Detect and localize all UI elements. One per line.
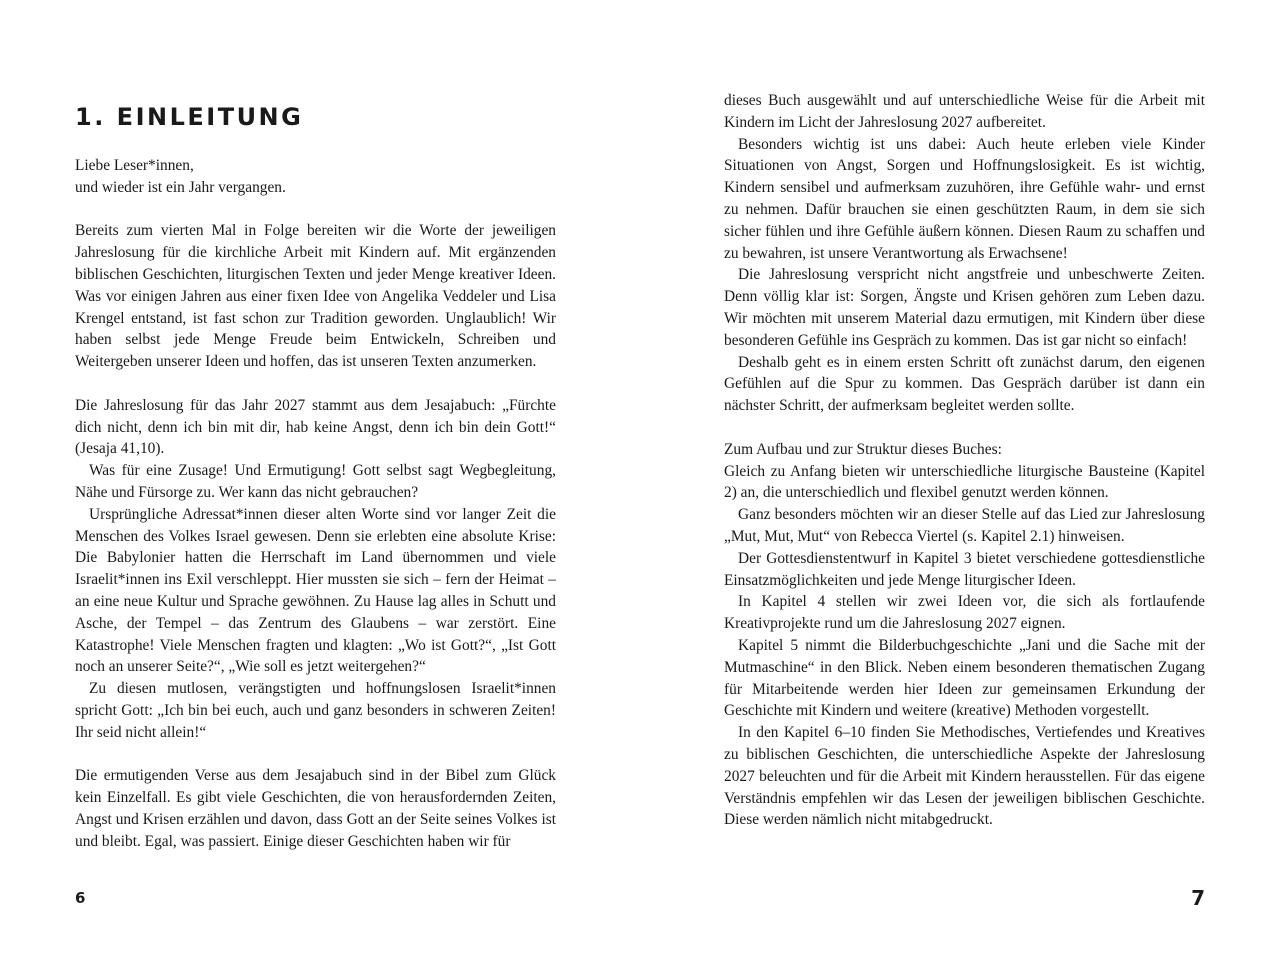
left-page-body (75, 155, 556, 853)
paragraph-salutation: Liebe Leser*innen, (75, 157, 194, 174)
right-page (724, 0, 1205, 971)
chapter-heading: 1. EINLEITUNG (75, 103, 304, 131)
paragraph: Ganz besonders möchten wir an dieser Stelle auf das Lied zur Jahreslosung „Mut, Mut, Mut“ von Rebecca Viertel (s. Kapitel 2.1) hinweisen. (724, 506, 1205, 545)
paragraph: Kapitel 5 nimmt die Bilderbuchgeschichte „Jani und die Sache mit der Mutmaschine“ in den Blick. Neben einem besonderen thematischen Zugang für Mitarbeitende werden hier Ideen zur gemeinsamen Erkundung der Geschichte mit Kindern und weitere (kreative) Methoden vorgestellt. (724, 636, 1205, 720)
paragraph: In Kapitel 4 stellen wir zwei Ideen vor, die sich als fortlaufende Kreativprojekte rund um die Jahreslosung 2027 eignen. (724, 593, 1205, 633)
paragraph: Deshalb geht es in einem ersten Schritt oft zunächst darum, den eigenen Gefühlen auf die Spur zu kommen. Das Gespräch darüber ist dann ein nächster Schritt, der aufmerksam begleitet werden sollte. (724, 353, 1205, 415)
paragraph: Was für eine Zusage! Und Ermutigung! Gott selbst sagt Wegbegleitung, Nähe und Fürsorge zu. Wer kann das nicht gebrauchen? (75, 462, 556, 501)
paragraph: Ursprüngliche Adressat*innen dieser alten Worte sind vor langer Zeit die Menschen des Volkes Israel gewesen. Denn sie erlebten eine absolute Krise: Die Babylonier hatten die Herrschaft im Land übernommen und viele Israelit*innen ins Exil verschleppt. Hier mussten sie sich – fern der Heimat – an eine neue Kultur und Sprache gewöhnen. Zu Hause lag alles in Schutt und Asche, der Tempel – das Zentrum des Glaubens – war zerstört. Eine Katastrophe! Viele Menschen fragten und klagten: „Wo ist Gott?“, „Ist Gott noch an unserer Seite?“, „Wie soll es jetzt weitergehen?“ (75, 505, 556, 676)
section-subheading: Zum Aufbau und zur Struktur dieses Buches: (724, 440, 1002, 458)
paragraph: Zu diesen mutlosen, verängstigten und hoffnungslosen Israelit*innen spricht Gott: „Ich bin bei euch, auch und ganz besonders in schweren Zeiten! Ihr seid nicht allein!“ (75, 680, 556, 741)
page-number-right: 7 (1191, 886, 1205, 910)
left-page (75, 0, 556, 971)
paragraph-continued: dieses Buch ausgewählt und auf unterschiedliche Weise für die Arbeit mit Kindern im Licht der Jahreslosung 2027 aufbereitet. (724, 92, 1205, 131)
paragraph: Die Jahreslosung verspricht nicht angstfreie und unbeschwerte Zeiten. Denn völlig klar ist: Sorgen, Ängste und Krisen gehören zum Leben dazu. Wir möchten mit unserem Material dazu ermutigen, mit Kindern über diese besonderen Gefühle ins Gespräch zu kommen. Das ist gar nicht so einfach! (724, 266, 1205, 349)
paragraph: Gleich zu Anfang bieten wir unterschiedliche liturgische Bausteine (Kapitel 2) an, die unterschiedlich und flexibel genutzt werden können. (724, 462, 1205, 502)
paragraph: Besonders wichtig ist uns dabei: Auch heute erleben viele Kinder Situationen von Angst, Sorgen und Hoffnungslosigkeit. Es ist wichtig, Kindern sensibel und aufmerksam zuzuhören, ihre Gefühle wahr- und ernst zu nehmen. Dafür brauchen sie einen geschützten Raum, in dem sie sich sicher fühlen und ihre Gefühle äußern können. Diesen Raum zu schaffen und zu bewahren, ist unsere Verantwortung als Erwachsene! (724, 135, 1205, 262)
paragraph: Der Gottesdienstentwurf in Kapitel 3 bietet verschiedene gottesdienstliche Einsatzmöglichkeiten und jede Menge liturgischer Ideen. (724, 549, 1205, 589)
paragraph: Die Jahreslosung für das Jahr 2027 stammt aus dem Jesajabuch: „Fürchte dich nicht, denn ich bin mit dir, hab keine Angst, denn ich bin dein Gott!“ (Jesaja 41,10). (75, 396, 556, 458)
paragraph: Die ermutigenden Verse aus dem Jesajabuch sind in der Bibel zum Glück kein Einzelfall. Es gibt viele Geschichten, die von herausfordernden Zeiten, Angst und Krisen erzählen und davon, dass Gott an der Seite seines Volkes ist und bleibt. Egal, was passiert. Einige dieser Geschichten haben wir für (75, 767, 556, 850)
paragraph: Bereits zum vierten Mal in Folge bereiten wir die Worte der jeweiligen Jahreslosung für die kirchliche Arbeit mit Kindern auf. Mit ergänzenden biblischen Geschichten, liturgischen Texten und jeder Menge kreativer Ideen. Was vor einigen Jahren aus einer fixen Idee von Angelika Veddeler und Lisa Krengel entstand, ist fast schon zur Tradition geworden. Unglaublich! Wir haben selbst jede Menge Freude beim Entwickeln, Schreiben und Weitergeben unserer Ideen und hoffen, das ist unseren Texten anzumerken. (75, 222, 556, 371)
paragraph: In den Kapitel 6–10 finden Sie Methodisches, Vertiefendes und Kreatives zu biblischen Geschichten, die unterschiedliche Aspekte der Jahreslosung 2027 beleuchten und für die Arbeit mit Kindern herausstellen. Für das eigene Verständnis empfehlen wir das Lesen der jeweiligen biblischen Geschichte. Diese werden nämlich nicht mitabgedruckt. (724, 724, 1205, 829)
right-page-body (724, 90, 1205, 831)
page-number-left: 6 (75, 889, 86, 907)
paragraph-intro-line: und wieder ist ein Jahr vergangen. (75, 178, 286, 196)
